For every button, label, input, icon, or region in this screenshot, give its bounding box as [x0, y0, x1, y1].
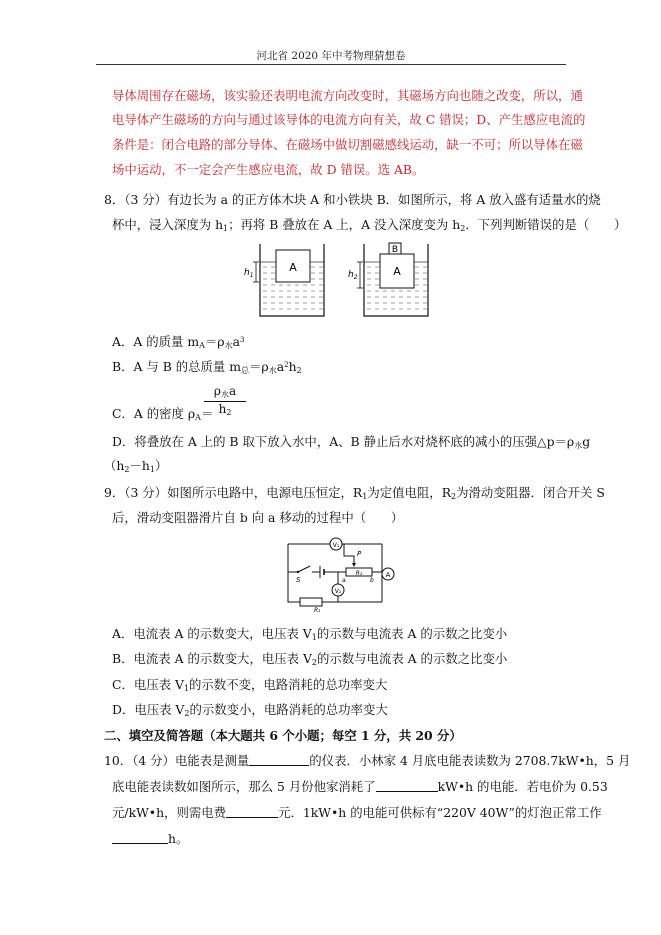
- q10-line-4: h。: [112, 831, 188, 847]
- q9-stem-line-1: 9．（3 分）如图所示电路中，电源电压恒定，$R_1$为定值电阻，$R_2$为滑动变阻器．闭合开关 S: [104, 485, 605, 501]
- explanation-line-4: 场中运动，不一定会产生感应电流，故 D 错误。选 AB。: [112, 162, 425, 177]
- q9-option-d: D．电压表 $V_2$的示数变小，电路消耗的总功率变大: [112, 702, 388, 718]
- q8-stem-line-2: 杯中，浸入深度为 $h_1$；再将 B 叠放在 A 上，A 没入深度变为 $h_2$．下列判断错误的是（ ）: [112, 217, 627, 233]
- q8-option-d-line-1: D．将叠放在 A 上的 B 取下放入水中，A、B 静止后水对烧杯底的减小的压强$\triangle p=\rho_水g$: [112, 434, 591, 450]
- q8-option-a: A．A 的质量 $m_A=\rho_水a^3$: [112, 334, 245, 350]
- ammeter-label: A: [385, 571, 391, 579]
- q10-blank-4[interactable]: [112, 831, 168, 844]
- q9-option-a: A．电流表 A 的示数变大，电压表 $V_1$的示数与电流表 A 的示数之比变小: [112, 626, 508, 642]
- explanation-line-1: 导体周围存在磁场，该实验还表明电流方向改变时，其磁场方向也随之改变，所以，通: [112, 88, 583, 103]
- voltmeter-v2-label: V₂: [334, 588, 342, 595]
- beaker-1: [244, 244, 324, 316]
- block-a-label-2: A: [393, 265, 401, 278]
- q10-blank-3[interactable]: [226, 805, 278, 818]
- switch-label: S: [296, 576, 301, 584]
- h1-label: $h_1$: [244, 268, 254, 279]
- q8-figure: [238, 240, 438, 322]
- end-b-label: b: [370, 577, 374, 584]
- q10-line-3: 元/kW•h，则需电费 元．1kW•h 的电能可供标有“220V 40W”的灯泡正常工作: [112, 805, 602, 820]
- q8-stem-line-1: 8．（3 分）有边长为 a 的正方体木块 A 和小铁块 B．如图所示，将 A 放入盛有适量水的烧: [104, 192, 601, 207]
- q9-circuit: [282, 532, 404, 612]
- r2-label: R₂: [355, 570, 363, 577]
- q10-line-1: 10．（4 分）电能表是测量 的仪表．小林家 4 月底电能表读数为 2708.7kW•h，5 月: [104, 753, 631, 768]
- q8-option-c-fraction: [204, 384, 246, 417]
- q9-option-b: B．电流表 A 的示数变大，电压表 $V_2$的示数与电流表 A 的示数之比变小: [112, 651, 508, 667]
- q8-option-d-line-2: $(h_2-h_1)$: [104, 458, 168, 474]
- explanation-line-2: 电导体产生磁场的方向与通过该导体的电流方向有关，故 C 错误；D、产生感应电流的: [112, 112, 586, 127]
- page-header: 河北省 2020 年中考物理猜想卷: [96, 48, 566, 65]
- q10-blank-2[interactable]: [376, 779, 438, 792]
- fraction-denominator: $h_2$: [218, 402, 232, 417]
- voltmeter-v1-label: V₁: [332, 542, 340, 549]
- h2-label: $h_2$: [348, 270, 358, 281]
- fraction-numerator: $\rho_水a$: [204, 384, 246, 402]
- q10-line-2: 底电能表读数如图所示，那么 5 月份他家消耗了 kW•h 的电能．若电价为 0.53: [112, 779, 608, 794]
- block-b-label: B: [391, 245, 399, 255]
- beaker-2: [348, 243, 428, 316]
- explanation-line-3: 条件是：闭合电路的部分导体、在磁场中做切割磁感线运动，缺一不可；所以导体在磁: [112, 137, 583, 152]
- q8-option-b: B．A 与 B 的总质量 $m_总=\rho_水a^2h_2$: [112, 359, 302, 375]
- q8-option-c: C．A 的密度 $\rho_A=$: [112, 406, 214, 422]
- q10-blank-1[interactable]: [249, 753, 309, 766]
- slider-p-label: P: [357, 550, 362, 558]
- r1-label: R₁: [314, 607, 321, 612]
- q9-stem-line-2: 后，滑动变阻器滑片自 b 向 a 移动的过程中（ ）: [112, 510, 404, 525]
- q9-option-c: C．电压表 $V_1$的示数不变，电路消耗的总功率变大: [112, 677, 388, 693]
- block-a-label-1: A: [289, 261, 297, 274]
- section-2-heading: 二、填空及简答题（本大题共 6 个小题；每空 1 分，共 20 分）: [104, 728, 462, 743]
- end-a-label: a: [342, 577, 346, 584]
